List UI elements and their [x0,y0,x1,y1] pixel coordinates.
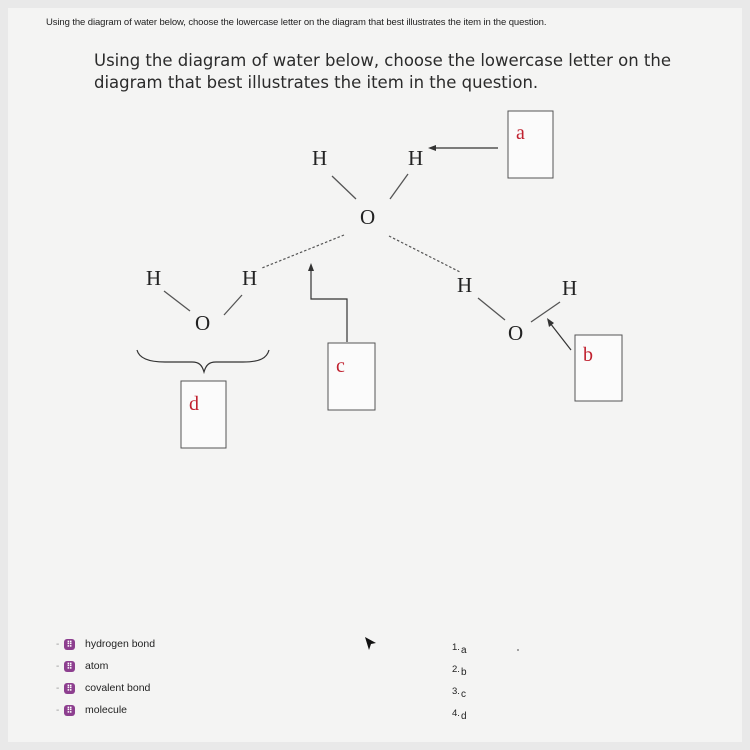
answer-list [452,631,467,722]
term-dash: - [56,660,60,672]
atom-h-left-right: H [242,266,258,290]
answer-slot[interactable] [452,697,467,722]
term-dash: - [56,704,60,716]
term-item[interactable] [56,677,155,699]
top-instruction: Using the diagram of water below, choose the lowercase letter on the diagram that best illustrates the item in the question. [46,17,547,28]
term-item[interactable] [56,633,155,655]
answer-value: a [460,645,467,656]
answer-slot[interactable] [452,675,467,700]
arrow-a-head [428,145,436,151]
atom-o-left: O [195,311,211,335]
term-label: atom [85,660,109,672]
answer-number: 1. [452,642,460,653]
covalent-bond-top-right [390,174,408,199]
brace-d [137,350,269,372]
label-a: a [516,122,525,144]
answer-slot[interactable] [452,631,467,656]
term-dash: - [56,682,60,694]
answer-value: d [460,711,467,722]
arrow-c [311,268,347,342]
drag-handle-icon[interactable]: ⠿ [64,639,75,650]
drag-handle-icon[interactable]: ⠿ [64,683,75,694]
mouse-pointer-icon [364,636,378,652]
covalent-bond-left-left [164,291,190,311]
arrow-b [550,323,571,350]
answer-number: 4. [452,708,460,719]
answer-value: b [460,667,467,678]
term-dash: - [56,638,60,650]
term-label: hydrogen bond [85,638,156,650]
arrow-c-head [308,263,314,271]
answer-slot[interactable] [452,653,467,678]
term-list [56,633,155,721]
atom-o-right: O [508,321,524,345]
label-c: c [336,355,345,377]
label-box-a [508,111,553,178]
atom-h-right-left: H [457,273,473,297]
hydrogen-bond-left [262,235,344,268]
covalent-bond-left-right [224,295,242,315]
answer-number: 3. [452,686,460,697]
answer-value: c [460,689,466,700]
atom-h-top-left: H [312,146,328,170]
drag-handle-icon[interactable]: ⠿ [64,661,75,672]
atom-h-right-right: H [562,276,578,300]
covalent-bond-top-left [332,176,356,199]
arrow-b-head [547,318,554,327]
term-label: covalent bond [85,682,151,694]
drag-handle-icon[interactable]: ⠿ [64,705,75,716]
label-box-d [181,381,226,448]
atom-h-top-right: H [408,146,424,170]
atom-h-left-left: H [146,266,162,290]
label-b: b [583,344,593,366]
covalent-bond-right-left [478,298,505,320]
label-d: d [189,393,199,415]
atom-o-top: O [360,205,376,229]
answer-number: 2. [452,664,460,675]
term-item[interactable] [56,655,155,677]
covalent-bond-right-right [531,302,560,322]
stray-dot [517,649,519,651]
term-item[interactable] [56,699,155,721]
hydrogen-bond-right [389,236,460,272]
question-text: Using the diagram of water below, choose the lowercase letter on the diagram that best illustrates the item in the question. [94,51,671,92]
term-label: molecule [85,704,128,716]
